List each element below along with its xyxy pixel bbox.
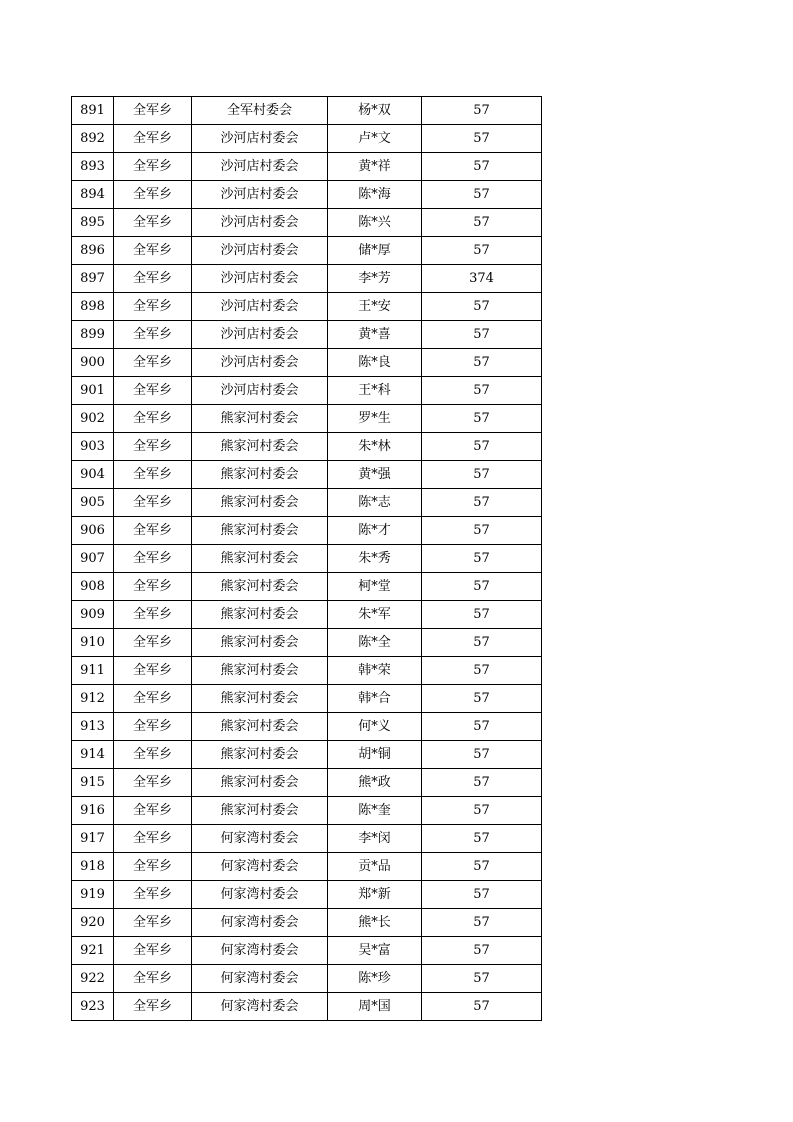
amount-cell: 57 xyxy=(422,993,542,1021)
table-row xyxy=(72,993,542,1021)
person-name-cell: 黄*祥 xyxy=(328,153,422,181)
amount-cell: 57 xyxy=(422,349,542,377)
township-cell: 全军乡 xyxy=(114,853,192,881)
village-committee-cell: 熊家河村委会 xyxy=(192,433,328,461)
amount-cell: 57 xyxy=(422,657,542,685)
table-row xyxy=(72,629,542,657)
table-row xyxy=(72,125,542,153)
row-number-cell: 908 xyxy=(72,573,114,601)
amount-cell: 57 xyxy=(422,321,542,349)
person-name-cell: 郑*新 xyxy=(328,881,422,909)
amount-cell: 57 xyxy=(422,209,542,237)
person-name-cell: 韩*荣 xyxy=(328,657,422,685)
village-committee-cell: 沙河店村委会 xyxy=(192,377,328,405)
row-number-cell: 916 xyxy=(72,797,114,825)
village-committee-cell: 沙河店村委会 xyxy=(192,349,328,377)
township-cell: 全军乡 xyxy=(114,265,192,293)
person-name-cell: 贡*品 xyxy=(328,853,422,881)
person-name-cell: 陈*良 xyxy=(328,349,422,377)
table-body xyxy=(72,97,542,1021)
person-name-cell: 黄*强 xyxy=(328,461,422,489)
person-name-cell: 卢*文 xyxy=(328,125,422,153)
person-name-cell: 陈*才 xyxy=(328,517,422,545)
person-name-cell: 朱*林 xyxy=(328,433,422,461)
row-number-cell: 904 xyxy=(72,461,114,489)
amount-cell: 374 xyxy=(422,265,542,293)
row-number-cell: 918 xyxy=(72,853,114,881)
township-cell: 全军乡 xyxy=(114,125,192,153)
table-row xyxy=(72,405,542,433)
person-name-cell: 王*科 xyxy=(328,377,422,405)
table-row xyxy=(72,97,542,125)
amount-cell: 57 xyxy=(422,881,542,909)
amount-cell: 57 xyxy=(422,629,542,657)
village-committee-cell: 熊家河村委会 xyxy=(192,545,328,573)
person-name-cell: 陈*全 xyxy=(328,629,422,657)
township-cell: 全军乡 xyxy=(114,321,192,349)
person-name-cell: 杨*双 xyxy=(328,97,422,125)
row-number-cell: 898 xyxy=(72,293,114,321)
person-name-cell: 陈*兴 xyxy=(328,209,422,237)
table-row xyxy=(72,377,542,405)
row-number-cell: 920 xyxy=(72,909,114,937)
row-number-cell: 895 xyxy=(72,209,114,237)
amount-cell: 57 xyxy=(422,713,542,741)
person-name-cell: 李*闵 xyxy=(328,825,422,853)
township-cell: 全军乡 xyxy=(114,545,192,573)
township-cell: 全军乡 xyxy=(114,713,192,741)
table-row xyxy=(72,349,542,377)
row-number-cell: 899 xyxy=(72,321,114,349)
table-row xyxy=(72,601,542,629)
amount-cell: 57 xyxy=(422,293,542,321)
table-row xyxy=(72,433,542,461)
person-name-cell: 柯*堂 xyxy=(328,573,422,601)
row-number-cell: 909 xyxy=(72,601,114,629)
amount-cell: 57 xyxy=(422,125,542,153)
amount-cell: 57 xyxy=(422,769,542,797)
table-row xyxy=(72,825,542,853)
row-number-cell: 891 xyxy=(72,97,114,125)
amount-cell: 57 xyxy=(422,433,542,461)
table-row xyxy=(72,853,542,881)
person-name-cell: 陈*志 xyxy=(328,489,422,517)
table-row xyxy=(72,209,542,237)
person-name-cell: 李*芳 xyxy=(328,265,422,293)
village-committee-cell: 熊家河村委会 xyxy=(192,769,328,797)
table-row xyxy=(72,461,542,489)
village-committee-cell: 何家湾村委会 xyxy=(192,825,328,853)
person-name-cell: 熊*政 xyxy=(328,769,422,797)
table-row xyxy=(72,573,542,601)
township-cell: 全军乡 xyxy=(114,97,192,125)
person-name-cell: 陈*奎 xyxy=(328,797,422,825)
village-committee-cell: 沙河店村委会 xyxy=(192,153,328,181)
person-name-cell: 陈*海 xyxy=(328,181,422,209)
amount-cell: 57 xyxy=(422,545,542,573)
village-committee-cell: 何家湾村委会 xyxy=(192,853,328,881)
row-number-cell: 910 xyxy=(72,629,114,657)
township-cell: 全军乡 xyxy=(114,797,192,825)
row-number-cell: 896 xyxy=(72,237,114,265)
township-cell: 全军乡 xyxy=(114,377,192,405)
township-cell: 全军乡 xyxy=(114,349,192,377)
row-number-cell: 922 xyxy=(72,965,114,993)
person-name-cell: 储*厚 xyxy=(328,237,422,265)
township-cell: 全军乡 xyxy=(114,629,192,657)
township-cell: 全军乡 xyxy=(114,181,192,209)
row-number-cell: 900 xyxy=(72,349,114,377)
village-committee-cell: 熊家河村委会 xyxy=(192,517,328,545)
village-committee-cell: 沙河店村委会 xyxy=(192,209,328,237)
village-committee-cell: 熊家河村委会 xyxy=(192,797,328,825)
table-row xyxy=(72,237,542,265)
township-cell: 全军乡 xyxy=(114,153,192,181)
village-committee-cell: 熊家河村委会 xyxy=(192,713,328,741)
row-number-cell: 902 xyxy=(72,405,114,433)
amount-cell: 57 xyxy=(422,909,542,937)
table-row xyxy=(72,657,542,685)
township-cell: 全军乡 xyxy=(114,881,192,909)
amount-cell: 57 xyxy=(422,377,542,405)
row-number-cell: 907 xyxy=(72,545,114,573)
row-number-cell: 894 xyxy=(72,181,114,209)
table-row xyxy=(72,489,542,517)
village-committee-cell: 熊家河村委会 xyxy=(192,601,328,629)
township-cell: 全军乡 xyxy=(114,209,192,237)
amount-cell: 57 xyxy=(422,853,542,881)
township-cell: 全军乡 xyxy=(114,405,192,433)
row-number-cell: 901 xyxy=(72,377,114,405)
amount-cell: 57 xyxy=(422,573,542,601)
township-cell: 全军乡 xyxy=(114,489,192,517)
person-name-cell: 朱*军 xyxy=(328,601,422,629)
township-cell: 全军乡 xyxy=(114,741,192,769)
row-number-cell: 911 xyxy=(72,657,114,685)
amount-cell: 57 xyxy=(422,97,542,125)
person-name-cell: 熊*长 xyxy=(328,909,422,937)
person-name-cell: 周*国 xyxy=(328,993,422,1021)
township-cell: 全军乡 xyxy=(114,657,192,685)
township-cell: 全军乡 xyxy=(114,517,192,545)
township-cell: 全军乡 xyxy=(114,601,192,629)
row-number-cell: 905 xyxy=(72,489,114,517)
amount-cell: 57 xyxy=(422,685,542,713)
amount-cell: 57 xyxy=(422,825,542,853)
row-number-cell: 892 xyxy=(72,125,114,153)
row-number-cell: 897 xyxy=(72,265,114,293)
village-committee-cell: 沙河店村委会 xyxy=(192,265,328,293)
village-committee-cell: 熊家河村委会 xyxy=(192,461,328,489)
table-row xyxy=(72,741,542,769)
township-cell: 全军乡 xyxy=(114,685,192,713)
row-number-cell: 914 xyxy=(72,741,114,769)
village-committee-cell: 何家湾村委会 xyxy=(192,937,328,965)
village-committee-cell: 何家湾村委会 xyxy=(192,965,328,993)
table-row xyxy=(72,965,542,993)
village-committee-cell: 熊家河村委会 xyxy=(192,405,328,433)
amount-cell: 57 xyxy=(422,153,542,181)
township-cell: 全军乡 xyxy=(114,909,192,937)
row-number-cell: 913 xyxy=(72,713,114,741)
row-number-cell: 912 xyxy=(72,685,114,713)
amount-cell: 57 xyxy=(422,517,542,545)
subsidy-list-table xyxy=(71,96,542,1021)
village-committee-cell: 熊家河村委会 xyxy=(192,629,328,657)
person-name-cell: 陈*珍 xyxy=(328,965,422,993)
village-committee-cell: 熊家河村委会 xyxy=(192,741,328,769)
row-number-cell: 906 xyxy=(72,517,114,545)
township-cell: 全军乡 xyxy=(114,825,192,853)
row-number-cell: 917 xyxy=(72,825,114,853)
amount-cell: 57 xyxy=(422,797,542,825)
person-name-cell: 黄*喜 xyxy=(328,321,422,349)
village-committee-cell: 熊家河村委会 xyxy=(192,685,328,713)
table-row xyxy=(72,321,542,349)
table-row xyxy=(72,685,542,713)
table-row xyxy=(72,181,542,209)
amount-cell: 57 xyxy=(422,181,542,209)
person-name-cell: 王*安 xyxy=(328,293,422,321)
table-row xyxy=(72,545,542,573)
village-committee-cell: 沙河店村委会 xyxy=(192,181,328,209)
person-name-cell: 何*义 xyxy=(328,713,422,741)
person-name-cell: 胡*铜 xyxy=(328,741,422,769)
village-committee-cell: 熊家河村委会 xyxy=(192,573,328,601)
amount-cell: 57 xyxy=(422,741,542,769)
row-number-cell: 915 xyxy=(72,769,114,797)
village-committee-cell: 沙河店村委会 xyxy=(192,293,328,321)
village-committee-cell: 熊家河村委会 xyxy=(192,489,328,517)
township-cell: 全军乡 xyxy=(114,993,192,1021)
amount-cell: 57 xyxy=(422,237,542,265)
row-number-cell: 893 xyxy=(72,153,114,181)
table-row xyxy=(72,797,542,825)
township-cell: 全军乡 xyxy=(114,965,192,993)
row-number-cell: 919 xyxy=(72,881,114,909)
village-committee-cell: 何家湾村委会 xyxy=(192,881,328,909)
person-name-cell: 韩*合 xyxy=(328,685,422,713)
table-row xyxy=(72,881,542,909)
village-committee-cell: 熊家河村委会 xyxy=(192,657,328,685)
village-committee-cell: 沙河店村委会 xyxy=(192,321,328,349)
township-cell: 全军乡 xyxy=(114,769,192,797)
amount-cell: 57 xyxy=(422,489,542,517)
township-cell: 全军乡 xyxy=(114,461,192,489)
row-number-cell: 903 xyxy=(72,433,114,461)
village-committee-cell: 沙河店村委会 xyxy=(192,125,328,153)
table-row xyxy=(72,153,542,181)
township-cell: 全军乡 xyxy=(114,237,192,265)
village-committee-cell: 沙河店村委会 xyxy=(192,237,328,265)
table-row xyxy=(72,713,542,741)
person-name-cell: 朱*秀 xyxy=(328,545,422,573)
row-number-cell: 923 xyxy=(72,993,114,1021)
township-cell: 全军乡 xyxy=(114,937,192,965)
township-cell: 全军乡 xyxy=(114,433,192,461)
township-cell: 全军乡 xyxy=(114,573,192,601)
table-row xyxy=(72,517,542,545)
amount-cell: 57 xyxy=(422,965,542,993)
amount-cell: 57 xyxy=(422,405,542,433)
table-row xyxy=(72,769,542,797)
amount-cell: 57 xyxy=(422,461,542,489)
amount-cell: 57 xyxy=(422,937,542,965)
row-number-cell: 921 xyxy=(72,937,114,965)
amount-cell: 57 xyxy=(422,601,542,629)
table-row xyxy=(72,909,542,937)
table-row xyxy=(72,265,542,293)
village-committee-cell: 何家湾村委会 xyxy=(192,993,328,1021)
table-row xyxy=(72,937,542,965)
township-cell: 全军乡 xyxy=(114,293,192,321)
person-name-cell: 吴*富 xyxy=(328,937,422,965)
village-committee-cell: 全军村委会 xyxy=(192,97,328,125)
village-committee-cell: 何家湾村委会 xyxy=(192,909,328,937)
table-row xyxy=(72,293,542,321)
person-name-cell: 罗*生 xyxy=(328,405,422,433)
